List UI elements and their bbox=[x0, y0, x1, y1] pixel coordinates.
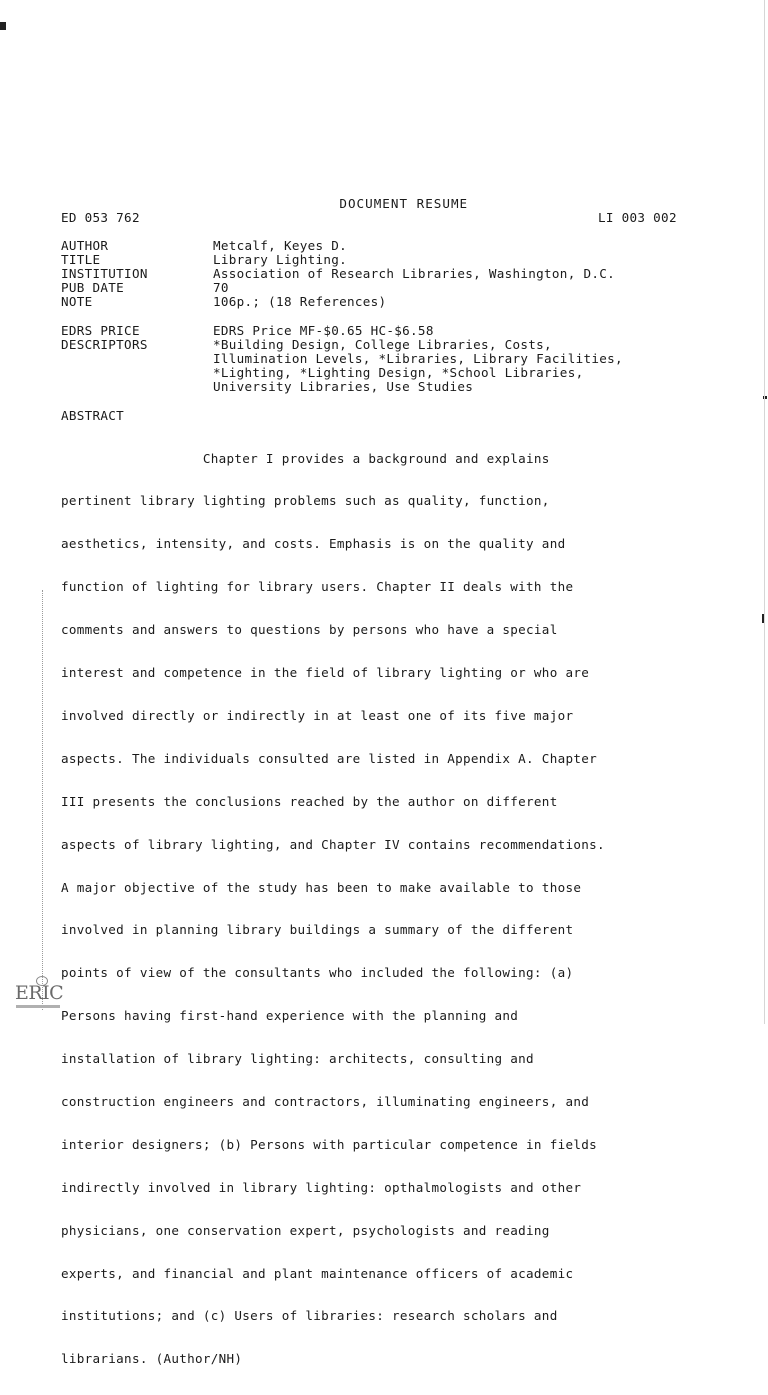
abstract-line: involved directly or indirectly in at least one of its five major bbox=[61, 707, 574, 723]
abstract-line: physicians, one conservation expert, psychologists and reading bbox=[61, 1222, 550, 1238]
field-label-institution: INSTITUTION bbox=[61, 266, 148, 281]
eric-logo-icon bbox=[14, 976, 64, 1012]
abstract-line: librarians. (Author/NH) bbox=[61, 1351, 243, 1367]
abstract-line: points of view of the consultants who included the following: (a) bbox=[61, 965, 574, 981]
abstract-line: pertinent library lighting problems such as quality, function, bbox=[61, 493, 550, 509]
abstract-line: indirectly involved in library lighting: opthalmologists and other bbox=[61, 1179, 582, 1195]
field-value-institution: Association of Research Libraries, Washington, D.C. bbox=[213, 266, 615, 281]
descriptors-line: *Lighting, *Lighting Design, *School Libraries, bbox=[213, 365, 584, 380]
scan-corner-mark bbox=[0, 22, 6, 30]
abstract-line: function of lighting for library users. Chapter II deals with the bbox=[61, 579, 574, 595]
field-label-title: TITLE bbox=[61, 252, 101, 267]
eric-logo-tagline bbox=[16, 1005, 60, 1008]
abstract-line: interest and competence in the field of library lighting or who are bbox=[61, 665, 590, 681]
field-label-edrs-price: EDRS PRICE bbox=[61, 323, 140, 338]
abstract-line: Chapter I provides a background and explains bbox=[61, 450, 550, 466]
field-value-pub-date: 70 bbox=[213, 280, 229, 295]
field-label-descriptors: DESCRIPTORS bbox=[61, 337, 148, 352]
abstract-line: aspects of library lighting, and Chapter IV contains recommendations. bbox=[61, 836, 605, 852]
descriptors-line: *Building Design, College Libraries, Costs, bbox=[213, 337, 552, 352]
scan-left-rule bbox=[42, 590, 43, 1010]
descriptors-line: University Libraries, Use Studies bbox=[213, 379, 474, 394]
abstract-line: aspects. The individuals consulted are listed in Appendix A. Chapter bbox=[61, 750, 597, 766]
li-clearinghouse-number: LI 003 002 bbox=[598, 210, 677, 225]
abstract-line: institutions; and (c) Users of libraries: research scholars and bbox=[61, 1308, 558, 1324]
abstract-line: construction engineers and contractors, illuminating engineers, and bbox=[61, 1093, 590, 1109]
abstract-label: ABSTRACT bbox=[61, 408, 125, 423]
field-label-pub-date: PUB DATE bbox=[61, 280, 125, 295]
descriptors-line: Illumination Levels, *Libraries, Library Facilities, bbox=[213, 351, 623, 366]
field-value-edrs-price: EDRS Price MF-$0.65 HC-$6.58 bbox=[213, 323, 434, 338]
abstract-line: installation of library lighting: architects, consulting and bbox=[61, 1051, 534, 1067]
abstract-line: comments and answers to questions by persons who have a special bbox=[61, 622, 558, 638]
field-value-note: 106p.; (18 References) bbox=[213, 294, 387, 309]
abstract-line: involved in planning library buildings a summary of the different bbox=[61, 922, 574, 938]
abstract-line: aesthetics, intensity, and costs. Emphasis is on the quality and bbox=[61, 536, 566, 552]
abstract-line: interior designers; (b) Persons with particular competence in fields bbox=[61, 1136, 597, 1152]
abstract-line: A major objective of the study has been to make available to those bbox=[61, 879, 582, 895]
abstract-line: Persons having first-hand experience with the planning and bbox=[61, 1008, 519, 1024]
eric-logo-text: ERIC bbox=[15, 982, 64, 1004]
ed-accession-number: ED 053 762 bbox=[61, 210, 140, 225]
document-title: DOCUMENT RESUME bbox=[339, 196, 469, 212]
field-value-title: Library Lighting. bbox=[213, 252, 347, 267]
abstract-body bbox=[61, 423, 701, 1395]
abstract-line: experts, and financial and plant maintenance officers of academic bbox=[61, 1265, 574, 1281]
field-value-author: Metcalf, Keyes D. bbox=[213, 238, 347, 253]
abstract-line: III presents the conclusions reached by the author on different bbox=[61, 793, 558, 809]
field-label-author: AUTHOR bbox=[61, 238, 109, 253]
field-label-note: NOTE bbox=[61, 294, 93, 309]
scan-right-edge bbox=[764, 0, 765, 1024]
